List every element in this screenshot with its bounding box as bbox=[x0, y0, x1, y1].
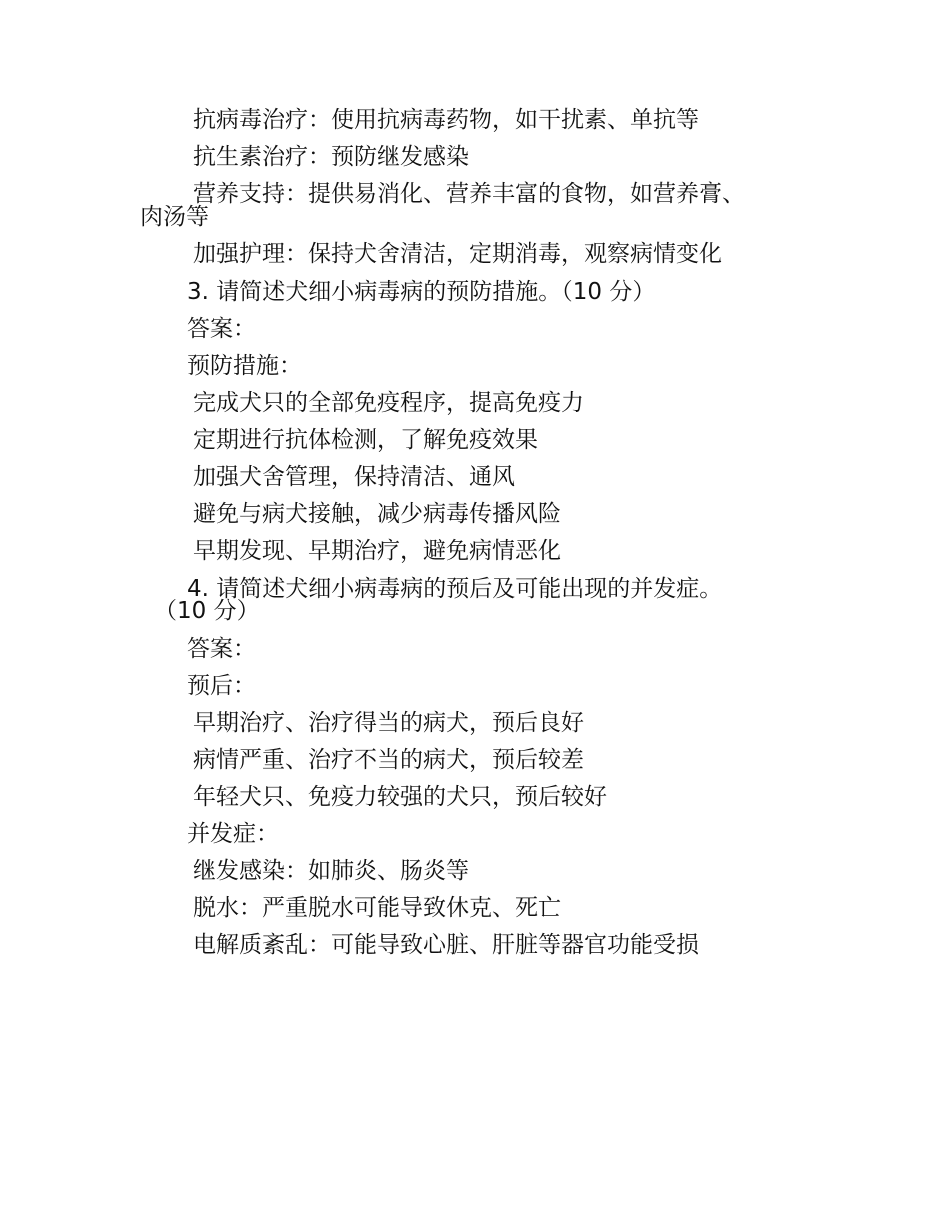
text-line-antibody-testing: 定期进行抗体检测，了解免疫效果 bbox=[193, 427, 538, 453]
text-line-secondary-infection: 继发感染：如肺炎、肠炎等 bbox=[193, 858, 469, 884]
question-4-heading: 4. 请简述犬细小病毒病的预后及可能出现的并发症。 bbox=[187, 576, 723, 602]
text-line-nutrition-support-continued: 肉汤等 bbox=[140, 204, 209, 230]
text-line-prognosis-poor: 病情严重、治疗不当的病犬，预后较差 bbox=[193, 747, 584, 773]
text-line-prognosis-good: 早期治疗、治疗得当的病犬，预后良好 bbox=[193, 710, 584, 736]
text-line-nursing-care: 加强护理：保持犬舍清洁，定期消毒，观察病情变化 bbox=[193, 241, 722, 267]
text-line-nutrition-support: 营养支持：提供易消化、营养丰富的食物，如营养膏、 bbox=[193, 181, 745, 207]
text-line-dehydration: 脱水：严重脱水可能导致休克、死亡 bbox=[193, 895, 561, 921]
answer-label-q4: 答案： bbox=[187, 636, 256, 662]
text-line-antibiotic-treatment: 抗生素治疗：预防继发感染 bbox=[193, 144, 469, 170]
prognosis-label: 预后： bbox=[187, 673, 256, 699]
text-line-antiviral-treatment: 抗病毒治疗：使用抗病毒药物，如干扰素、单抗等 bbox=[193, 107, 699, 133]
complications-label: 并发症： bbox=[187, 821, 279, 847]
question-3-heading: 3. 请简述犬细小病毒病的预防措施。（10 分） bbox=[187, 279, 656, 305]
text-line-early-detection: 早期发现、早期治疗，避免病情恶化 bbox=[193, 538, 561, 564]
question-4-score: （10 分） bbox=[154, 598, 260, 624]
text-line-vaccination: 完成犬只的全部免疫程序，提高免疫力 bbox=[193, 390, 584, 416]
answer-label-q3: 答案： bbox=[187, 316, 256, 342]
text-line-avoid-contact: 避免与病犬接触，减少病毒传播风险 bbox=[193, 501, 561, 527]
text-line-electrolyte-imbalance: 电解质紊乱：可能导致心脏、肝脏等器官功能受损 bbox=[193, 932, 699, 958]
prevention-measures-label: 预防措施： bbox=[187, 353, 302, 379]
text-line-prognosis-young: 年轻犬只、免疫力较强的犬只，预后较好 bbox=[193, 784, 607, 810]
text-line-kennel-management: 加强犬舍管理，保持清洁、通风 bbox=[193, 464, 515, 490]
